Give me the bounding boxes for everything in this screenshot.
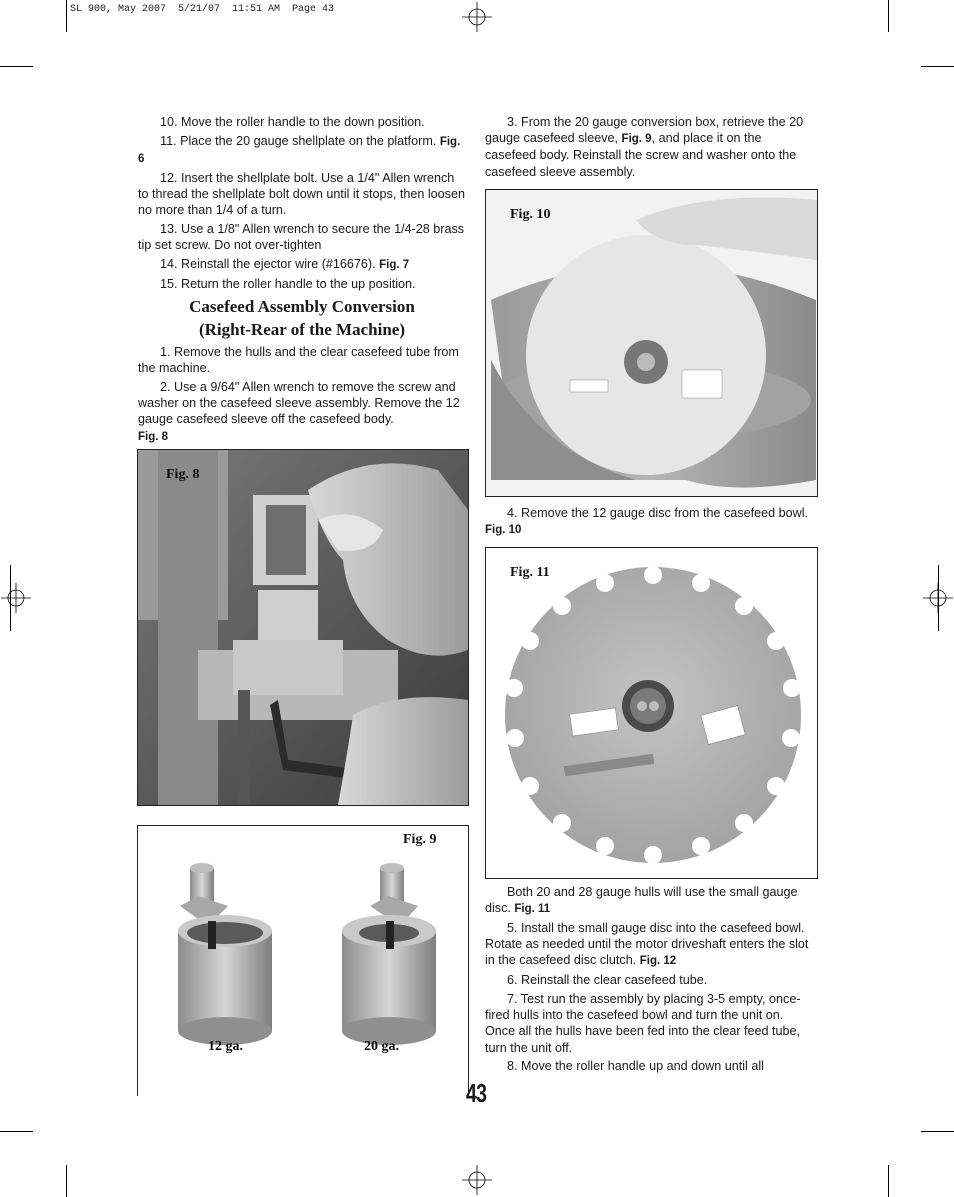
registration-mark-icon <box>462 2 492 32</box>
small-gauge-disc-photo <box>486 548 817 878</box>
figure-label: Fig. 9 <box>403 832 437 847</box>
step-5: 5. Install the small gauge disc into the casefeed bowl. Rotate as needed until the motor driveshaft enters the slot in the casefeed disc clutch. Fig. 12 <box>485 921 809 968</box>
figure-11 <box>485 547 818 879</box>
crop-mark <box>66 1165 67 1197</box>
fig-ref: Fig. 8 <box>138 430 169 443</box>
figure-label: Fig. 8 <box>166 467 200 482</box>
figure-9 <box>137 825 469 1096</box>
step-3: 3. From the 20 gauge conversion box, retrieve the 20 gauge casefeed sleeve, Fig. 9, and place it on the casefeed body. Reinstall the screw and washer onto the casefeed sleeve assembly. <box>485 115 804 179</box>
page-number: 43 <box>466 1078 487 1108</box>
casefeed-bowl-photo <box>486 190 817 496</box>
allen-wrench-photo <box>138 450 468 805</box>
fig-ref: Fig. 6 <box>138 135 461 165</box>
crop-mark <box>66 0 67 32</box>
step-15: 15. Return the roller handle to the up position. <box>160 276 416 291</box>
step-11: 11. Place the 20 gauge shellplate on the platform. Fig. 6 <box>138 133 461 165</box>
fig-ref: Fig. 9 <box>621 133 652 146</box>
right-column-bottom <box>485 884 815 1077</box>
step-7: 7. Test run the assembly by placing 3-5 empty, once-fired hulls into the casefeed bowl and turn the unit on. Once all the hulls have been fed into the clear feed tube, turn the unit off. <box>485 992 801 1055</box>
step-12: 12. Insert the shellplate bolt. Use a 1/4" Allen wrench to thread the shellplate bolt down until it stops, then loosen no more than 1/4 of a turn. <box>138 170 465 218</box>
figure-label: Fig. 10 <box>510 207 551 222</box>
step-8: 8. Move the roller handle up and down until all <box>507 1059 764 1074</box>
fig-ref: Fig. 7 <box>379 259 410 271</box>
crop-mark <box>0 66 33 67</box>
caption-20-gauge: 20 ga. <box>364 1039 399 1054</box>
figure-8 <box>137 449 469 806</box>
registration-mark-icon <box>462 1165 492 1195</box>
right-column-top <box>485 114 815 182</box>
step-4: 4. Remove the 12 gauge disc from the casefeed bowl. Fig. 10 <box>485 506 809 537</box>
left-column <box>138 114 466 445</box>
step-2: 2. Use a 9/64" Allen wrench to remove the screw and washer on the casefeed sleeve assembly. Remove the 12 gauge casefeed sleeve off the casefeed body. <box>138 379 460 426</box>
figure-label: Fig. 11 <box>510 565 550 580</box>
crop-mark <box>0 1131 33 1132</box>
step-6: 6. Reinstall the clear casefeed tube. <box>507 973 708 988</box>
crop-mark <box>938 565 939 631</box>
fig-ref: Fig. 11 <box>514 903 551 916</box>
crop-mark <box>921 66 954 67</box>
fig-ref: Fig. 10 <box>485 524 522 537</box>
step-14: 14. Reinstall the ejector wire (#16676). Fig. 7 <box>160 257 410 271</box>
crop-mark <box>921 1131 954 1132</box>
caption-12-gauge: 12 ga. <box>208 1039 243 1054</box>
crop-mark <box>10 565 11 631</box>
right-column-mid <box>485 505 815 541</box>
crop-mark <box>888 1165 889 1197</box>
section-heading: Casefeed Assembly Conversion (Right-Rear of the Machine) <box>189 296 415 339</box>
registration-mark-icon <box>1 583 31 613</box>
fig-ref: Fig. 12 <box>639 955 677 968</box>
casefeed-sleeves-photo <box>138 826 468 1096</box>
figure-10 <box>485 189 818 497</box>
step-1: 1. Remove the hulls and the clear casefeed tube from the machine. <box>138 344 459 375</box>
step-10: 10. Move the roller handle to the down position. <box>160 115 425 129</box>
printer-slug: SL 900, May 2007 5/21/07 11:51 AM Page 43 <box>70 4 335 15</box>
step-13: 13. Use a 1/8" Allen wrench to secure the 1/4-28 brass tip set screw. Do not over-tighten <box>138 222 465 253</box>
crop-mark <box>888 0 889 32</box>
note-small-gauge: Both 20 and 28 gauge hulls will use the small gauge disc. Fig. 11 <box>485 885 798 916</box>
